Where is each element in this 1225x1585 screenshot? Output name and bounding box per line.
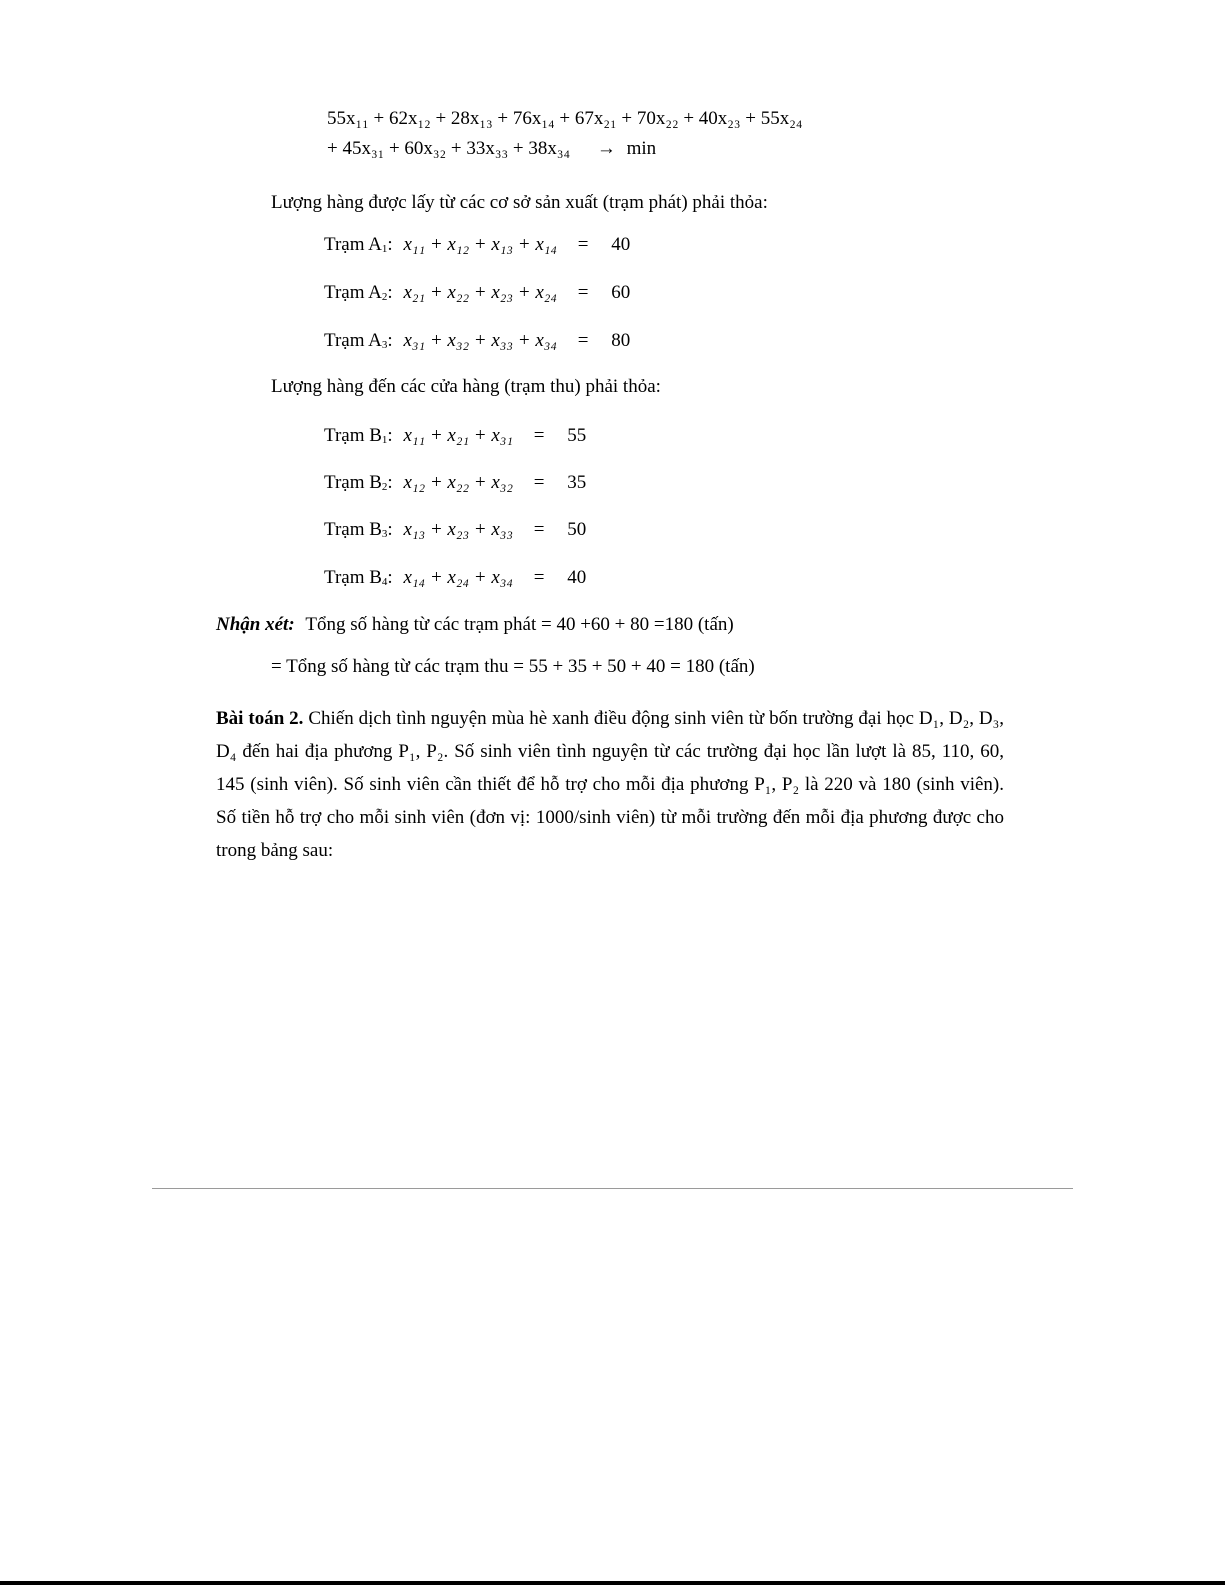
remark-text-1: Tổng số hàng từ các trạm phát = 40 +60 + 80 =180 (tấn): [305, 614, 734, 635]
supply-constraint: Trạm $A_1$: x₁₁ + x₁₂ + x₁₃ + x₁₄ = 40: [324, 234, 631, 255]
station-index: 1: [381, 243, 388, 255]
objective-min: min: [626, 138, 657, 159]
equals-sign: =: [533, 519, 545, 540]
constraint-value: 40: [611, 234, 631, 255]
supply-constraint: Trạm $A_2$: x₂₁ + x₂₂ + x₂₃ + x₂₄ = 60: [324, 282, 631, 303]
constraint-expr: x₁₃ + x₂₃ + x₃₃: [403, 519, 514, 540]
station-label: Trạm A: [324, 282, 382, 303]
constraint-value: 50: [567, 519, 587, 540]
supply-heading: Lượng hàng được lấy từ các cơ sở sản xuất (trạm phát) phải thỏa:: [271, 192, 768, 213]
objective-row-2: [327, 138, 656, 160]
remark-line-1: [216, 614, 734, 636]
constraint-expr: x₁₁ + x₂₁ + x₃₁: [403, 425, 514, 446]
station-label: Trạm B: [324, 425, 382, 446]
constraint-value: 55: [567, 425, 587, 446]
equals-sign: =: [533, 567, 545, 588]
constraint-expr: x₂₁ + x₂₂ + x₂₃ + x₂₄: [403, 282, 557, 303]
station-label: Trạm B: [324, 472, 382, 493]
problem-2-paragraph: [216, 702, 1004, 867]
problem-2-body: Chiến dịch tình nguyện mùa hè xanh điều động sinh viên từ bốn trường đại học D₁, D₂, D₃, D₄ đến hai địa phương P₁, P₂. Số sinh viên tình nguyện từ các trường đại học lần lượt là 85, 110, 60, 145 (sinh viên). Số sinh viên cần thiết để hỗ trợ cho mỗi địa phương P₁, P₂ là 220 và 180 (sinh viên). Số tiền hỗ trợ cho mỗi sinh viên (đơn vị: 1000/sinh viên) từ mỗi trường đến mỗi địa phương được cho trong bảng sau:: [216, 708, 1004, 861]
constraint-value: 40: [567, 567, 587, 588]
constraint-expr: x₃₁ + x₃₂ + x₃₃ + x₃₄: [403, 330, 557, 351]
station-index: 2: [381, 291, 388, 303]
equals-sign: =: [577, 234, 589, 255]
station-index: 1: [381, 434, 388, 446]
station-label: Trạm A: [324, 330, 382, 351]
station-index: 2: [381, 481, 388, 493]
equals-sign: =: [533, 472, 545, 493]
supply-constraint: Trạm $A_3$: x₃₁ + x₃₂ + x₃₃ + x₃₄ = 80: [324, 330, 631, 351]
objective-terms-1: 55x₁₁ + 62x₁₂ + 28x₁₃ + 76x₁₄ + 67x₂₁ + 70x₂₂ + 40x₂₃ + 55x₂₄: [327, 108, 803, 129]
problem-2-title: Bài toán 2.: [216, 708, 304, 729]
footer-divider: [152, 1188, 1073, 1189]
demand-constraint: Trạm $B_1$: x₁₁ + x₂₁ + x₃₁ = 55: [324, 425, 587, 446]
station-index: 3: [381, 528, 388, 540]
constraint-expr: x₁₁ + x₁₂ + x₁₃ + x₁₄: [403, 234, 557, 255]
constraint-expr: x₁₄ + x₂₄ + x₃₄: [403, 567, 514, 588]
station-index: 3: [381, 339, 388, 351]
demand-heading: Lượng hàng đến các cửa hàng (trạm thu) phải thỏa:: [271, 376, 661, 397]
station-label: Trạm A: [324, 234, 382, 255]
demand-constraint: Trạm $B_3$: x₁₃ + x₂₃ + x₃₃ = 50: [324, 519, 587, 540]
equals-sign: =: [533, 425, 545, 446]
station-label: Trạm B: [324, 567, 382, 588]
objective-terms-2: + 45x₃₁ + 60x₃₂ + 33x₃₃ + 38x₃₄: [327, 138, 571, 159]
equals-sign: =: [577, 330, 589, 351]
station-label: Trạm B: [324, 519, 382, 540]
remark-line-2: = Tổng số hàng từ các trạm thu = 55 + 35 + 50 + 40 = 180 (tấn): [271, 656, 755, 677]
constraint-value: 35: [567, 472, 587, 493]
demand-constraint: Trạm $B_2$: x₁₂ + x₂₂ + x₃₂ = 35: [324, 472, 587, 493]
station-index: 4: [381, 576, 388, 588]
constraint-value: 60: [611, 282, 631, 303]
demand-constraint: Trạm $B_4$: x₁₄ + x₂₄ + x₃₄ = 40: [324, 567, 587, 588]
constraint-expr: x₁₂ + x₂₂ + x₃₂: [403, 472, 514, 493]
equals-sign: =: [577, 282, 589, 303]
remark-label: Nhận xét:: [216, 614, 295, 635]
constraint-value: 80: [611, 330, 631, 351]
page-bottom-border: [0, 1581, 1225, 1585]
objective-row-1: [327, 108, 803, 130]
arrow-icon: →: [596, 138, 616, 159]
